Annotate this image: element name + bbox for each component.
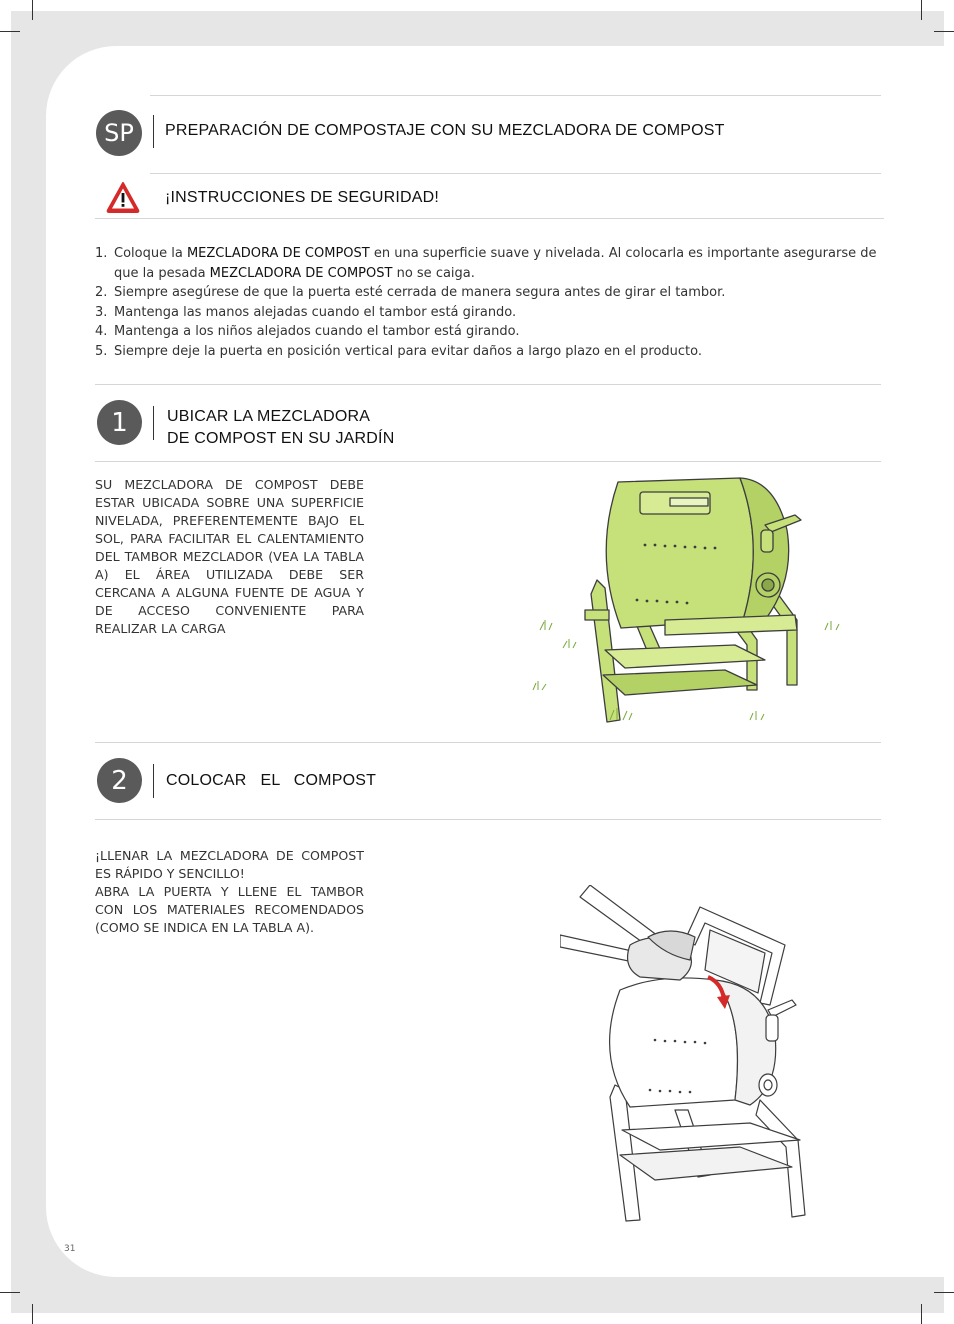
page-number: 31: [64, 1244, 76, 1254]
list-item: 4. Mantenga a los niños alejados cuando el tambor está girando.: [95, 324, 520, 339]
divider: [150, 95, 881, 96]
divider: [95, 384, 881, 385]
list-item: 5. Siempre deje la puerta en posición vertical para evitar daños a largo plazo en el producto.: [95, 343, 703, 359]
crop-mark: [934, 31, 954, 32]
list-item: 1. Coloque la MEZCLADORA DE COMPOST en una superficie suave y nivelada. Al colocarla es importante asegurarse de que la pesada MEZCLADORA DE COMPOST no se caiga.: [95, 246, 877, 281]
heading-bar: [153, 115, 154, 148]
divider: [95, 742, 881, 743]
crop-mark: [32, 0, 33, 20]
step-number-badge: 1: [97, 400, 142, 445]
crop-mark: [0, 1292, 20, 1293]
list-item: 2. Siempre asegúrese de que la puerta esté cerrada de manera segura antes de girar el tambor.: [95, 285, 726, 300]
page-title: PREPARACIÓN DE COMPOSTAJE CON SU MEZCLADORA DE COMPOST: [165, 122, 725, 139]
heading-bar: [153, 406, 154, 440]
divider: [95, 461, 881, 462]
list-item: 3. Mantenga las manos alejadas cuando el tambor está girando.: [95, 304, 517, 320]
step1-body: SU MEZCLADORA DE COMPOST DEBE ESTAR UBICADA SOBRE UNA SUPERFICIE NIVELADA, PREFERENTEMENTE BAJO EL SOL, PARA FACILITAR EL CALENTAMIENTO DEL TAMBOR MEZCLADOR (VEA LA TABLA A) EL ÁREA UTILIZADA DEBE SER CERCANA A ALGUNA FUENTE DE AGUA Y DE ACCESO CONVENIENTE PARA REALIZAR LA CARGA: [95, 477, 364, 636]
safety-list: [95, 244, 885, 361]
step2-body: ¡LLENAR LA MEZCLADORA DE COMPOST ES RÁPIDO Y SENCILLO! ABRA LA PUERTA Y LLENE EL TAMBOR CON LOS MATERIALES RECOMENDADOS (COMO SE INDICA EN LA TABLA A).: [95, 848, 364, 935]
compost-tumbler-illustration: [525, 470, 855, 735]
divider: [95, 218, 884, 219]
divider: [150, 173, 881, 174]
safety-title: ¡INSTRUCCIONES DE SEGURIDAD!: [165, 189, 440, 206]
divider: [95, 819, 881, 820]
heading-bar: [153, 764, 154, 798]
product-name: MEZCLADORA DE COMPOST: [186, 246, 370, 261]
crop-mark: [0, 31, 20, 32]
filling-tumbler-illustration: [560, 885, 830, 1230]
language-badge: SP: [96, 110, 142, 156]
crop-mark: [32, 1304, 33, 1324]
product-name: MEZCLADORA DE COMPOST: [209, 265, 393, 281]
warning-icon: [105, 180, 141, 214]
crop-mark: [921, 0, 922, 20]
step-number-badge: 2: [97, 758, 142, 803]
step1-title: UBICAR LA MEZCLADORA DE COMPOST EN SU JARDÍN: [167, 408, 395, 447]
crop-mark: [934, 1292, 954, 1293]
step2-title: COLOCAR EL COMPOST: [166, 772, 377, 789]
crop-mark: [921, 1304, 922, 1324]
